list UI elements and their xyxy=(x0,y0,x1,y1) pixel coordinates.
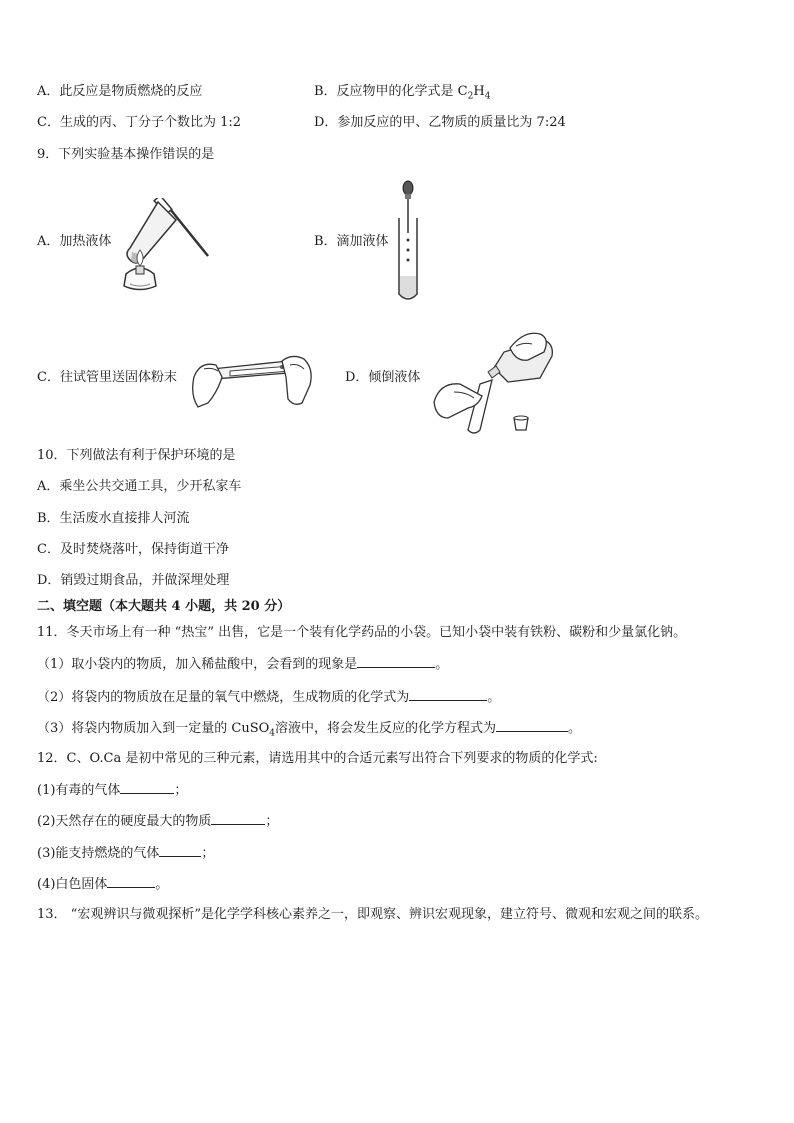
answer-blank[interactable] xyxy=(409,688,487,701)
q9-option-b: B．滴加液体 xyxy=(314,234,389,249)
q11-part2 xyxy=(37,688,500,707)
q10-option-c: C．及时焚烧落叶，保持街道干净 xyxy=(37,542,229,557)
q10-option-d: D．销毁过期食品，并做深埋处理 xyxy=(37,573,230,588)
answer-blank[interactable] xyxy=(357,655,435,668)
q11-part2-end: 。 xyxy=(487,690,501,705)
section-title-fill-blank: 二、填空题（本大题共 4 小题，共 20 分） xyxy=(37,599,291,614)
answer-blank[interactable] xyxy=(496,719,568,732)
q12-stem: 12．C、O.Ca 是初中常见的三种元素，请选用其中的合适元素写出符合下列要求的物质的化学式: xyxy=(37,751,598,766)
q12-part2-end: ； xyxy=(265,814,279,829)
q11-part1 xyxy=(37,655,448,674)
q12-part4 xyxy=(37,875,168,894)
q11-part1-end: 。 xyxy=(435,657,449,672)
q8-option-b-text: B．反应物甲的化学式是 C xyxy=(314,84,468,99)
q12-part2 xyxy=(37,812,278,831)
q8-option-b-sub2: 4 xyxy=(484,91,491,102)
q10-option-a: A．乘坐公共交通工具，少开私家车 xyxy=(37,479,242,494)
q11-part3-suffix: 溶液中，将会发生反应的化学方程式为 xyxy=(275,721,497,736)
q10-option-b: B．生活废水直接排人河流 xyxy=(37,511,190,526)
q11-part3 xyxy=(37,719,581,743)
q12-part4-end: 。 xyxy=(155,877,169,892)
answer-blank[interactable] xyxy=(107,875,155,888)
q8-option-b-sub1: 2 xyxy=(467,91,474,102)
q9-option-c: C．往试管里送固体粉末 xyxy=(37,370,177,385)
q8-option-c: C．生成的丙、丁分子个数比为 1:2 xyxy=(37,115,242,130)
q9-option-a: A．加热液体 xyxy=(37,234,112,249)
q11-part3-sub: 4 xyxy=(269,728,276,739)
heating-liquid-figure xyxy=(118,198,213,294)
q10-stem: 10．下列做法有利于保护环境的是 xyxy=(37,448,236,463)
dropper-figure xyxy=(395,178,423,306)
q11-part3-text: （3）将袋内物质加入到一定量的 CuSO xyxy=(37,721,270,736)
q13-stem: 13． “宏观辨识与微观探析”是化学学科核心素养之一，即观察、辨识宏观现象，建立符号、微观和宏观之间的联系。 xyxy=(37,907,708,922)
q9-option-d: D．倾倒液体 xyxy=(345,370,421,385)
q8-option-a: A．此反应是物质燃烧的反应 xyxy=(37,84,203,99)
q12-part1 xyxy=(37,781,187,800)
q12-part1-end: ； xyxy=(174,783,188,798)
answer-blank[interactable] xyxy=(159,844,201,857)
q9-stem: 9．下列实验基本操作错误的是 xyxy=(37,147,215,162)
q8-option-b xyxy=(314,83,490,106)
q11-part2-text: （2）将袋内的物质放在足量的氧气中燃烧，生成物质的化学式为 xyxy=(37,690,410,705)
pouring-liquid-figure xyxy=(432,322,556,436)
q12-part4-text: (4)白色固体 xyxy=(37,877,108,892)
q11-stem: 11．冬天市场上有一种 “热宝” 出售，它是一个装有化学药品的小袋。已知小袋中装有铁粉、碳粉和少量氯化钠。 xyxy=(37,625,687,640)
q12-part2-text: (2)天然存在的硬度最大的物质 xyxy=(37,814,212,829)
q11-part1-text: （1）取小袋内的物质，加入稀盐酸中，会看到的现象是 xyxy=(37,657,358,672)
q12-part3 xyxy=(37,844,214,863)
q12-part1-text: (1)有毒的气体 xyxy=(37,783,121,798)
answer-blank[interactable] xyxy=(211,812,265,825)
q8-option-b-mid: H xyxy=(473,84,485,99)
q12-part3-text: (3)能支持燃烧的气体 xyxy=(37,846,160,861)
powder-to-tube-figure xyxy=(190,347,320,415)
q11-part3-end: 。 xyxy=(568,721,582,736)
q12-part3-end: ； xyxy=(201,846,215,861)
q8-option-d: D．参加反应的甲、乙物质的质量比为 7:24 xyxy=(314,115,566,130)
answer-blank[interactable] xyxy=(120,781,174,794)
